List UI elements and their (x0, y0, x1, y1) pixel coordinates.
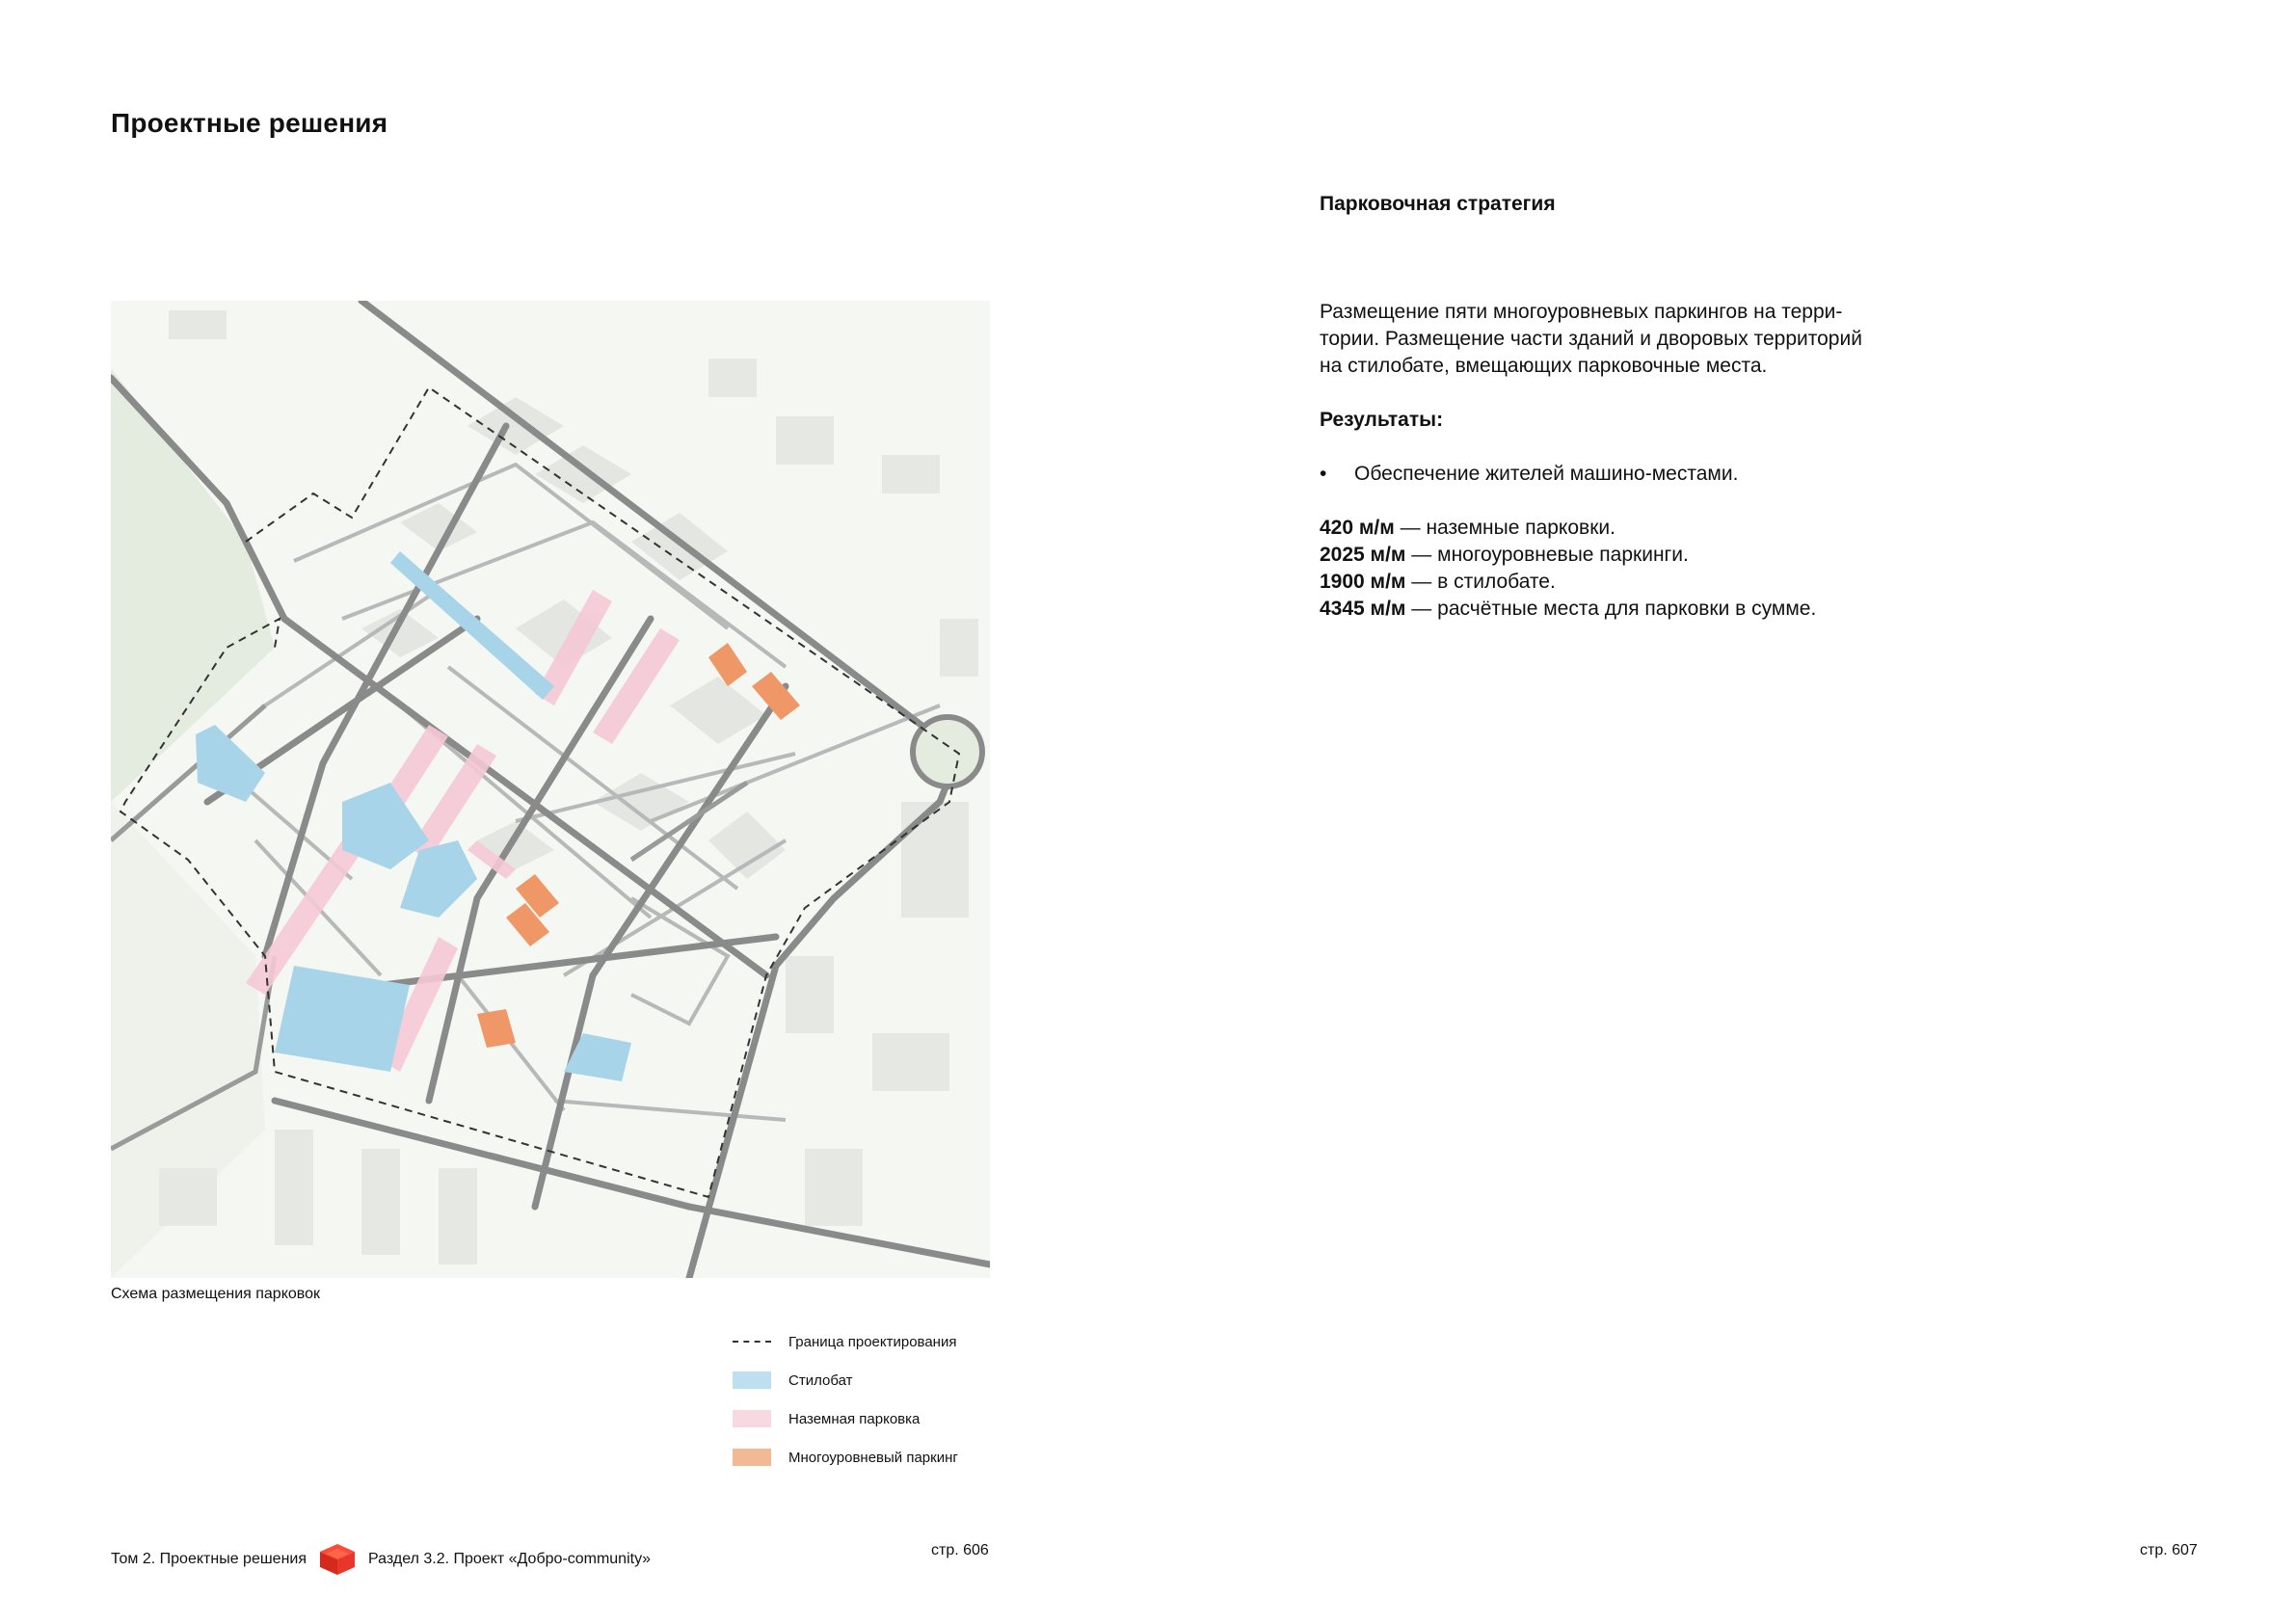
legend-item-multilevel-parking (733, 1446, 958, 1469)
stat-value: 420 м/м (1320, 517, 1395, 539)
footer-section: Раздел 3.2. Проект «Добро-community» (368, 1551, 651, 1567)
stat-text: — наземные парковки. (1394, 517, 1615, 539)
strategy-text (1320, 299, 1956, 623)
stat-line (1320, 542, 1956, 569)
stat-line (1320, 515, 1956, 542)
legend-label: Стилобат (788, 1371, 853, 1389)
bullet-item (1320, 461, 1956, 488)
stylobate-5 (275, 966, 410, 1072)
stat-value: 2025 м/м (1320, 544, 1406, 566)
bullet-text: Обеспечение жителей машино-местами. (1354, 463, 1739, 485)
bullet-icon: • (1320, 463, 1327, 485)
intro-line: тории. Размещение части зданий и дворовых территорий (1320, 328, 1862, 350)
page-title: Проектные решения (111, 108, 388, 138)
legend-label: Граница проектирования (788, 1333, 957, 1350)
legend-label: Наземная парковка (788, 1410, 921, 1427)
stat-text: — многоуровневые паркинги. (1405, 544, 1689, 566)
stat-value: 4345 м/м (1320, 598, 1406, 620)
footer-volume: Том 2. Проектные решения (111, 1551, 307, 1567)
legend-item-stylobate (733, 1369, 852, 1392)
stat-line (1320, 569, 1956, 596)
map-caption: Схема размещения парковок (111, 1286, 320, 1302)
legend-label: Многоуровневый паркинг (788, 1449, 958, 1466)
dashed-line-icon (733, 1341, 771, 1343)
page-number-left: стр. 606 (931, 1542, 989, 1558)
legend-item-boundary (733, 1330, 956, 1353)
intro-line: на стилобате, вмещающих парковочные места. (1320, 355, 1768, 377)
orange-swatch-icon (733, 1449, 771, 1466)
blue-swatch-icon (733, 1371, 771, 1389)
stat-line (1320, 596, 1956, 623)
intro-line: Размещение пяти многоуровневых паркингов на терри- (1320, 301, 1843, 323)
stat-text: — в стилобате. (1405, 571, 1556, 593)
page-number-right: стр. 607 (2140, 1542, 2198, 1558)
cube-logo-icon (316, 1540, 359, 1579)
results-heading: Результаты: (1320, 409, 1444, 431)
footer-left (111, 1540, 651, 1579)
section-title: Парковочная стратегия (1320, 193, 1556, 215)
legend-item-ground-parking (733, 1407, 920, 1430)
stat-text: — расчётные места для парковки в сумме. (1405, 598, 1817, 620)
parking-layout-map (111, 301, 990, 1278)
roundabout (913, 717, 982, 786)
stat-value: 1900 м/м (1320, 571, 1406, 593)
pink-swatch-icon (733, 1410, 771, 1427)
